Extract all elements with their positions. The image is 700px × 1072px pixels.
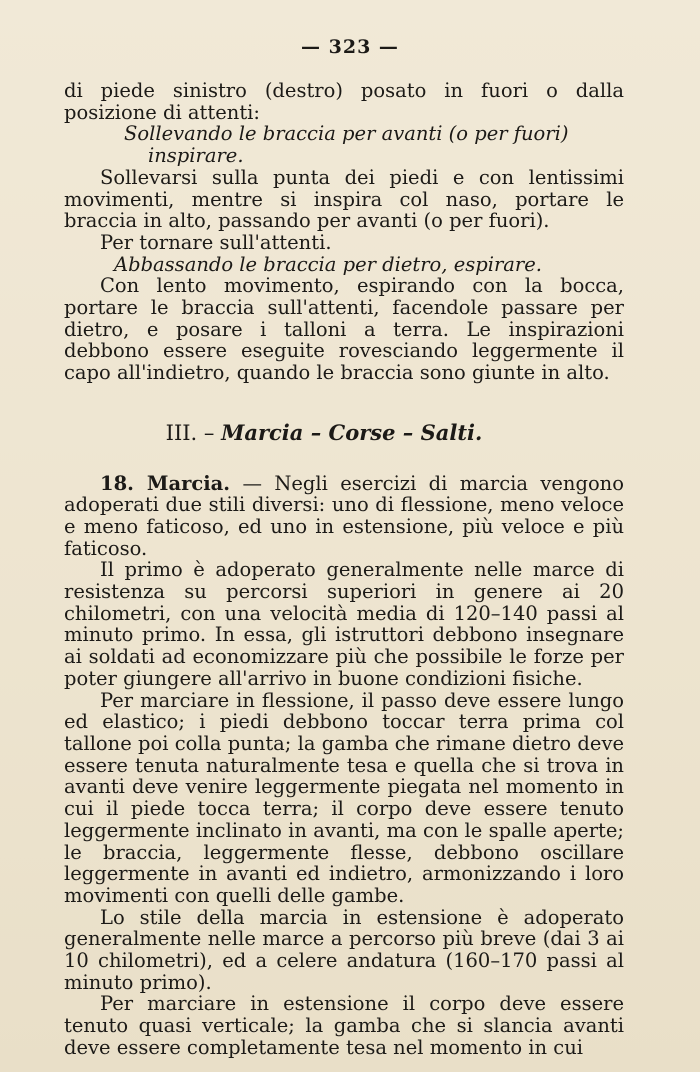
paragraph [64, 473, 624, 560]
section-heading [64, 419, 624, 445]
page-number: — 323 — [301, 36, 399, 58]
paragraph: di piede sinistro (destro) posato in fuori o dalla posizione di attenti: [64, 79, 624, 124]
paragraph: Per marciare in flessione, il passo deve essere lungo ed elastico; i piedi debbono toccar terra prima col tallone poi colla punta; la gamba che rimane dietro deve essere tenuta naturalmente tesa e quella che si trova in avanti deve venire leggermente piegata nel momento in cui il piede tocca terra; il corpo deve essere tenuto leggermente inclinato in avanti, ma con le spalle aperte; le braccia, leggermente flesse, debbono oscillare leggermente in avanti ed indietro, armonizzando i loro movimenti con quelli delle gambe. [64, 688, 624, 907]
paragraph-text: — Negli esercizi di marcia vengono adoperati due stili diversi: uno di flessione, meno veloce e meno faticoso, ed uno in estensione, più veloce e più faticoso. [64, 471, 624, 560]
section-number: III. – [165, 420, 215, 445]
body-text [64, 80, 624, 1059]
paragraph: Per tornare sull'attenti. [100, 230, 332, 254]
paragraph: Con lento movimento, espirando con la bocca, portare le braccia sull'attenti, facendole passare per dietro, e posare i talloni a terra. Le inspirazioni debbono essere eseguite rovesciando leggermente il capo all'indietro, quando le braccia sono giunte in alto. [64, 274, 624, 385]
italic-instruction [64, 123, 624, 166]
paragraph: Lo stile della marcia in estensione è adoperato generalmente nelle marce a percorso più breve (dai 3 ai 10 chilometri), ed a celere andatura (160–170 passi al minuto primo). [64, 905, 624, 994]
paragraph-label: 18. Marcia. [100, 471, 231, 495]
italic-instruction-line: Sollevando le braccia per avanti (o per fuori) [124, 122, 569, 146]
section-title: Marcia – Corse – Salti. [221, 419, 483, 445]
paragraph: Per marciare in estensione il corpo deve essere tenuto quasi verticale; la gamba che si slancia avanti deve essere completamente tesa nel momento in cui [64, 992, 624, 1059]
italic-instruction: Abbassando le braccia per dietro, espirare. [114, 252, 542, 276]
paragraph: Il primo è adoperato generalmente nelle marce di resistenza su percorsi superiori in genere ai 20 chilometri, con una velocità media di 120–140 passi al minuto primo. In essa, gli istruttori debbono insegnare ai soldati ad economizzare più che possibile le forze per poter giungere all'arrivo in buone condizioni fisiche. [64, 558, 624, 690]
paragraph: Sollevarsi sulla punta dei piedi e con lentissimi movimenti, mentre si inspira col naso, portare le braccia in alto, passando per avanti (o per fuori). [64, 165, 624, 233]
italic-instruction-line: inspirare. [148, 144, 244, 168]
